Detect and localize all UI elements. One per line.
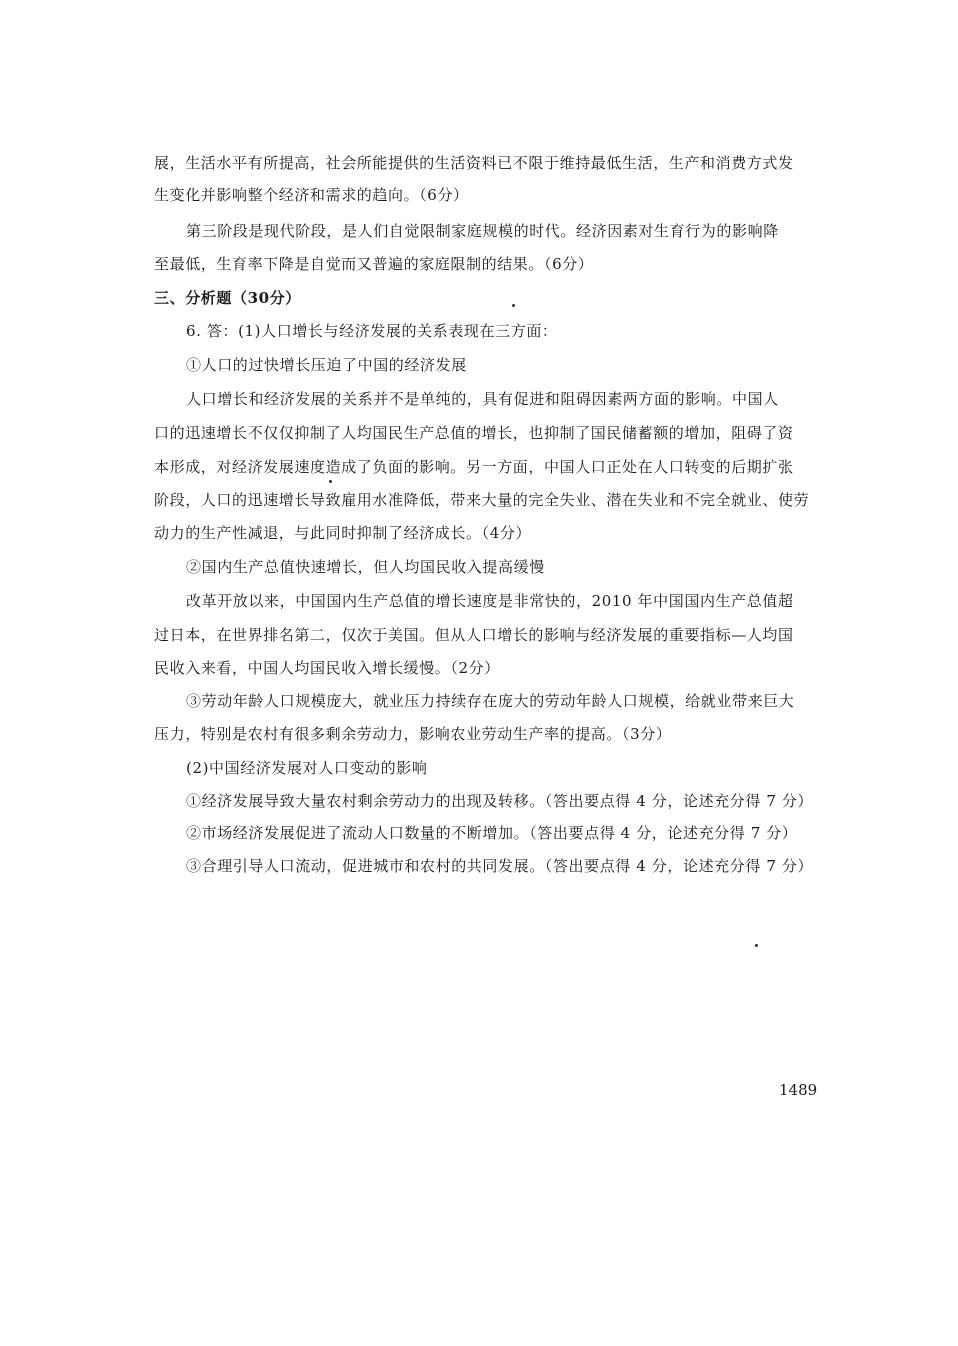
point-line: ③合理引导人口流动，促进城市和农村的共同发展。（答出要点得 4 分，论述充分得 7 分） [186, 857, 814, 875]
paragraph-line: 阶段，人口的迅速增长导致雇用水准降低，带来大量的完全失业、潜在失业和不完全就业、使劳 [154, 491, 810, 509]
paragraph-line: 本形成，对经济发展速度造成了负面的影响。另一方面，中国人口正处在人口转变的后期扩张 [154, 458, 794, 476]
paragraph-line: 过日本，在世界排名第二，仅次于美国。但从人口增长的影响与经济发展的重要指标—人均国 [154, 626, 794, 644]
answer-heading: 6. 答：(1)人口增长与经济发展的关系表现在三方面： [186, 322, 558, 340]
point-heading: ③劳动年龄人口规模庞大，就业压力持续存在庞大的劳动年龄人口规模，给就业带来巨大 [186, 692, 795, 710]
paragraph-line: 至最低，生育率下降是自觉而又普遍的家庭限制的结果。（6分） [154, 255, 594, 273]
point-line: ①经济发展导致大量农村剩余劳动力的出现及转移。（答出要点得 4 分，论述充分得 7 分） [186, 792, 814, 810]
paragraph-line: 口的迅速增长不仅仅抑制了人均国民生产总值的增长，也抑制了国民储蓄额的增加，阻碍了资 [154, 424, 794, 442]
section-heading: 三、分析题（30分） [154, 289, 301, 307]
paragraph-line: 民收入来看，中国人均国民收入增长缓慢。（2分） [154, 659, 500, 677]
paragraph-line: 人口增长和经济发展的关系并不是单纯的，具有促进和阻碍因素两方面的影响。中国人 [186, 390, 779, 408]
paragraph-line: 动力的生产性减退，与此同时抑制了经济成长。（4分） [154, 524, 532, 542]
page-number: 1489 [779, 1081, 818, 1099]
paragraph-line: 压力，特别是农村有很多剩余劳动力，影响农业劳动生产率的提高。（3分） [154, 725, 672, 743]
scan-speck [755, 944, 758, 947]
paragraph-line: 改革开放以来，中国国内生产总值的增长速度是非常快的，2010 年中国国内生产总值超 [186, 592, 794, 610]
point-line: ②市场经济发展促进了流动人口数量的不断增加。（答出要点得 4 分，论述充分得 7 分） [186, 824, 798, 842]
point-heading: ②国内生产总值快速增长，但人均国民收入提高缓慢 [186, 558, 545, 576]
scan-speck [512, 304, 515, 307]
point-heading: ①人口的过快增长压迫了中国的经济发展 [186, 356, 467, 374]
paragraph-line: 第三阶段是现代阶段，是人们自觉限制家庭规模的时代。经济因素对生育行为的影响降 [186, 222, 779, 240]
paragraph-line: 生变化并影响整个经济和需求的趋向。（6分） [154, 186, 469, 204]
paragraph-line: 展，生活水平有所提高，社会所能提供的生活资料已不限于维持最低生活，生产和消费方式发 [154, 154, 794, 172]
scan-speck [329, 480, 332, 483]
answer-heading: (2)中国经济发展对人口变动的影响 [186, 759, 428, 777]
